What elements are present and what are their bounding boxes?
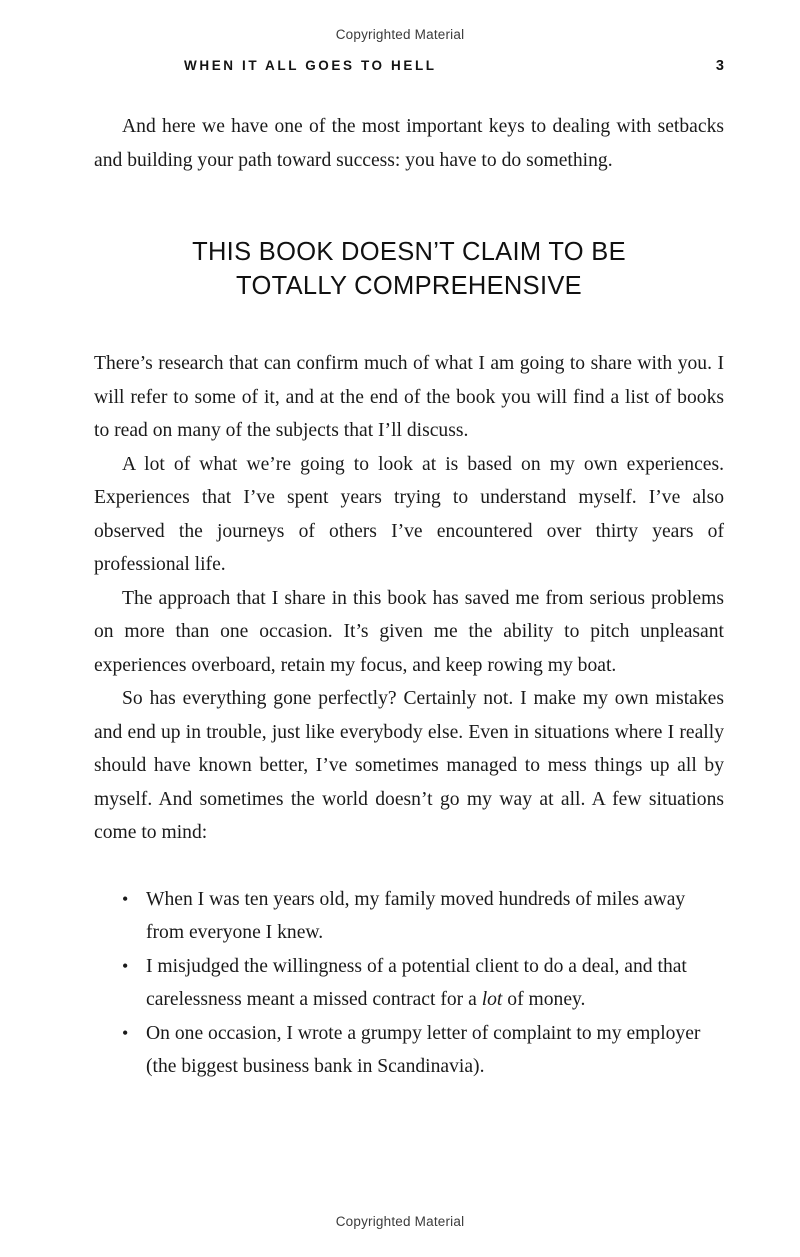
list-item-text-tail: of money. xyxy=(502,989,586,1010)
copyright-notice-top: Copyrighted Material xyxy=(335,27,465,42)
bullet-dot-icon: • xyxy=(122,955,129,976)
page-number: 3 xyxy=(715,58,724,74)
body-paragraph: The approach that I share in this book has saved me from serious problems on more than one occasion. It’s given me the ability to pitch unpleasant experiences overboard, retain my focus, and keep rowing my boat. xyxy=(94,587,724,676)
opening-paragraph: And here we have one of the most important keys to dealing with setbacks and building your path toward success: you have to do something. xyxy=(94,116,724,171)
page-content xyxy=(94,110,724,1084)
list-item xyxy=(94,1017,724,1084)
list-item-text: I misjudged the willingness of a potential client to do a deal, and that carelessness meant a missed contract for a xyxy=(146,955,687,1010)
list-item xyxy=(94,883,724,950)
running-head-title: WHEN IT ALL GOES TO HELL xyxy=(184,58,437,73)
list-item xyxy=(94,950,724,1017)
bullet-list-wrap xyxy=(94,883,724,1084)
list-item-emphasis: lot xyxy=(481,989,503,1010)
body-paragraph: There’s research that can confirm much of what I am going to share with you. I will refer to some of it, and at the end of the book you will find a list of books to read on many of the subjects that I’ll discuss. xyxy=(94,353,724,441)
copyright-notice-bottom: Copyrighted Material xyxy=(335,1214,465,1229)
section-heading xyxy=(94,235,724,303)
bullet-dot-icon: • xyxy=(122,888,129,909)
section-heading-line-1: THIS BOOK DOESN’T CLAIM TO BE xyxy=(192,238,626,266)
section-heading-line-2: TOTALLY COMPREHENSIVE xyxy=(236,272,582,300)
bullet-list xyxy=(94,883,724,1084)
list-item-text: When I was ten years old, my family moved hundreds of miles away from everyone I knew. xyxy=(146,888,686,943)
list-item-text: On one occasion, I wrote a grumpy letter of complaint to my employer (the biggest business bank in Scandinavia). xyxy=(146,1022,701,1077)
bullet-dot-icon: • xyxy=(122,1022,129,1043)
running-head xyxy=(94,58,724,74)
body-paragraph: A lot of what we’re going to look at is based on my own experiences. Experiences that I’ve spent years trying to understand myself. I’ve also observed the journeys of others I’ve encountered over thirty years of professional life. xyxy=(94,453,724,575)
body-paragraph: So has everything gone perfectly? Certainly not. I make my own mistakes and end up in trouble, just like everybody else. Even in situations where I really should have known better, I’ve sometimes managed to mess things up all by myself. And sometimes the world doesn’t go my way at all. A few situations come to mind: xyxy=(94,688,724,843)
